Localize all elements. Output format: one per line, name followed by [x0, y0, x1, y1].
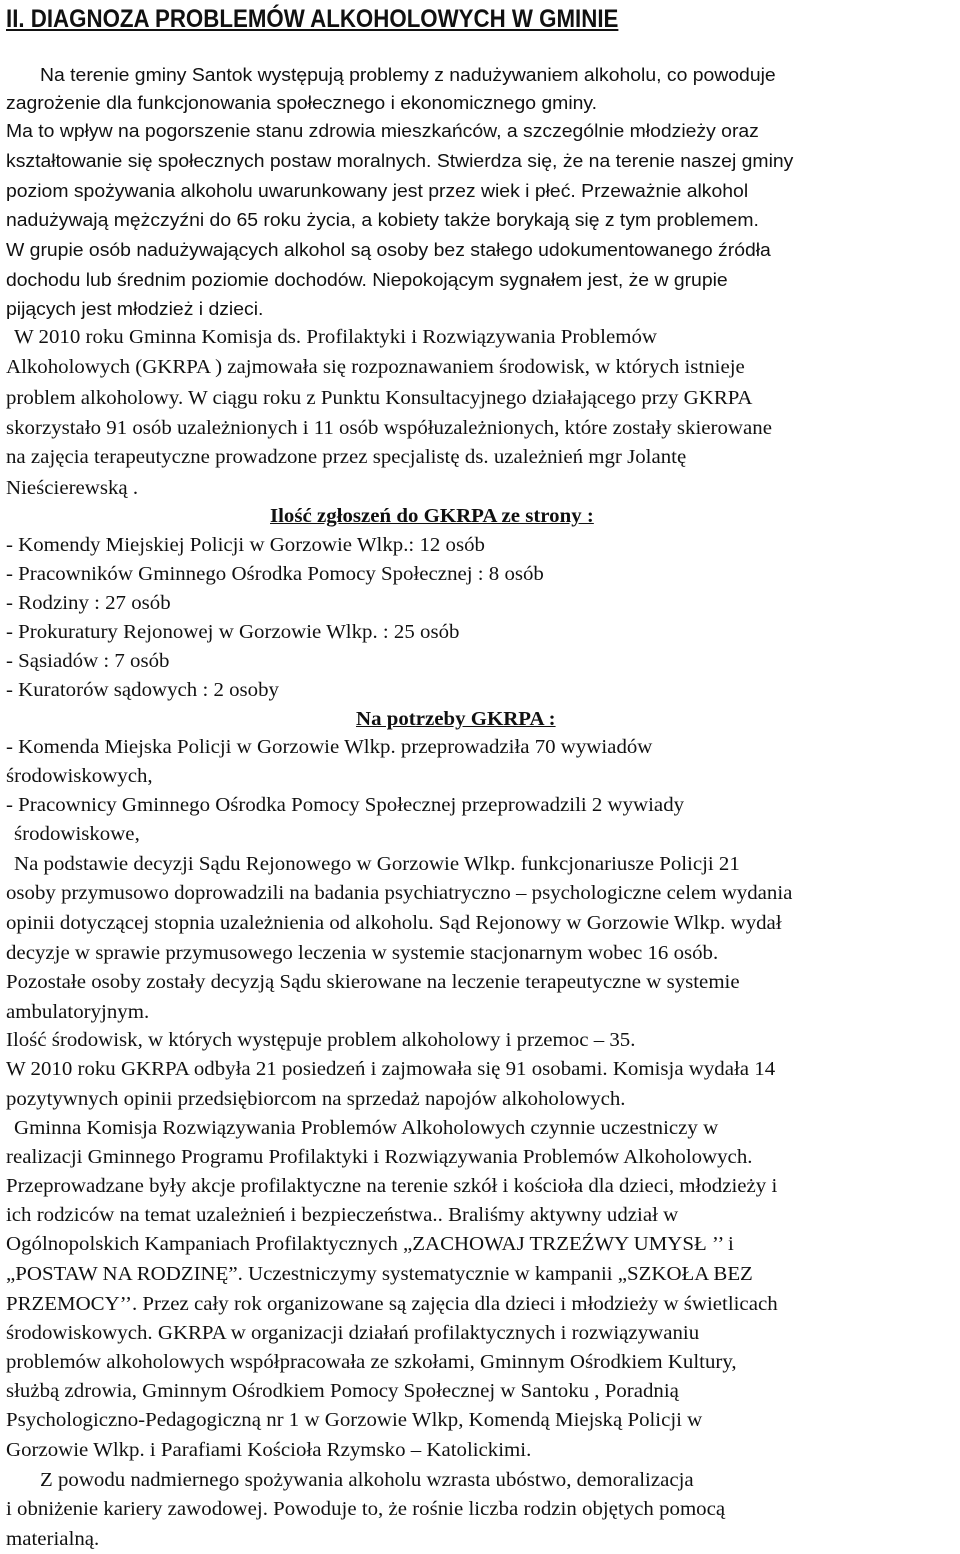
text-line: - Rodziny : 27 osób	[6, 592, 171, 614]
text-line: decyzje w sprawie przymusowego leczenia w systemie stacjonarnym wobec 16 osób.	[6, 942, 719, 964]
text-line: środowiskowych. GKRPA w organizacji działań profilaktycznych i rozwiązywaniu	[6, 1322, 700, 1344]
text-line: - Pracowników Gminnego Ośrodka Pomocy Społecznej : 8 osób	[6, 563, 544, 585]
text-line: - Pracownicy Gminnego Ośrodka Pomocy Społecznej przeprowadzili 2 wywiady	[6, 794, 685, 816]
text-line: W 2010 roku Gminna Komisja ds. Profilaktyki i Rozwiązywania Problemów	[14, 326, 657, 348]
text-line: - Komendy Miejskiej Policji w Gorzowie Wlkp.: 12 osób	[6, 534, 485, 556]
text-line: środowiskowe,	[14, 823, 140, 845]
text-line: - Komenda Miejska Policji w Gorzowie Wlkp. przeprowadziła 70 wywiadów	[6, 736, 653, 758]
text-line: - Sąsiadów : 7 osób	[6, 650, 170, 672]
text-line: - Kuratorów sądowych : 2 osoby	[6, 679, 279, 701]
text-line: Psychologiczno-Pedagogiczną nr 1 w Gorzowie Wlkp, Komendą Miejską Policji w	[6, 1409, 703, 1431]
text-line: Na podstawie decyzji Sądu Rejonowego w Gorzowie Wlkp. funkcjonariusze Policji 21	[14, 853, 740, 875]
text-line: PRZEMOCY’’. Przez cały rok organizowane są zajęcia dla dzieci i młodzieży w świetlicach	[6, 1293, 778, 1315]
text-line: problem alkoholowy. W ciągu roku z Punktu Konsultacyjnego działającego przy GKRPA	[6, 387, 753, 409]
text-line: Ma to wpływ na pogorszenie stanu zdrowia mieszkańców, a szczególnie młodzieży oraz	[6, 120, 759, 141]
text-line: Gminna Komisja Rozwiązywania Problemów Alkoholowych czynnie uczestniczy w	[14, 1117, 719, 1139]
text-line: i obniżenie kariery zawodowej. Powoduje to, że rośnie liczba rodzin objętych pomocą	[6, 1498, 726, 1520]
text-line: dochodu lub średnim poziomie dochodów. Niepokojącym sygnałem jest, że w grupie	[6, 269, 728, 290]
text-line: Pozostałe osoby zostały decyzją Sądu skierowane na leczenie terapeutyczne w systemie	[6, 971, 740, 993]
text-line: Przeprowadzane były akcje profilaktyczne na terenie szkół i kościoła dla dzieci, młodzieży i	[6, 1175, 778, 1197]
text-line: na zajęcia terapeutyczne prowadzone przez specjalistę ds. uzależnień mgr Jolantę	[6, 446, 687, 468]
text-line: służbą zdrowia, Gminnym Ośrodkiem Pomocy Społecznej w Santoku , Poradnią	[6, 1380, 679, 1402]
text-line: Na potrzeby GKRPA :	[356, 708, 556, 730]
text-line: opinii dotyczącej stopnia uzależnienia od alkoholu. Sąd Rejonowy w Gorzowie Wlkp. wydał	[6, 912, 782, 934]
text-line: pozytywnych opinii przedsiębiorcom na sprzedaż napojów alkoholowych.	[6, 1088, 626, 1110]
text-line: pijących jest młodzież i dzieci.	[6, 298, 264, 319]
text-line: „POSTAW NA RODZINĘ”. Uczestniczymy systematycznie w kampanii „SZKOŁA BEZ	[6, 1263, 753, 1285]
text-line: Alkoholowych (GKRPA ) zajmowała się rozpoznawaniem środowisk, w których istnieje	[6, 356, 745, 378]
text-line: kształtowanie się społecznych postaw moralnych. Stwierdza się, że na terenie naszej gminy	[6, 150, 794, 171]
text-line: Na terenie gminy Santok występują problemy z nadużywaniem alkoholu, co powoduje	[40, 64, 776, 85]
text-line: ambulatoryjnym.	[6, 1001, 150, 1023]
text-line: problemów alkoholowych współpracowała ze szkołami, Gminnym Ośrodkiem Kultury,	[6, 1351, 737, 1373]
text-line: materialną.	[6, 1528, 100, 1550]
text-line: Ogólnopolskich Kampaniach Profilaktycznych „ZACHOWAJ TRZEŹWY UMYSŁ ’’ i	[6, 1233, 734, 1255]
text-line: nadużywają mężczyźni do 65 roku życia, a kobiety także borykają się z tym problemem.	[6, 209, 759, 230]
text-line: Ilość środowisk, w których występuje problem alkoholowy i przemoc – 35.	[6, 1029, 636, 1051]
text-line: skorzystało 91 osób uzależnionych i 11 osób współuzależnionych, które zostały skierowane	[6, 417, 772, 439]
text-line: Gorzowie Wlkp. i Parafiami Kościoła Rzymsko – Katolickimi.	[6, 1439, 532, 1461]
text-line: poziom spożywania alkoholu uwarunkowany jest przez wiek i płeć. Przeważnie alkohol	[6, 180, 749, 201]
text-line: Ilość zgłoszeń do GKRPA ze strony :	[270, 505, 594, 527]
text-line: realizacji Gminnego Programu Profilaktyki i Rozwiązywania Problemów Alkoholowych.	[6, 1146, 753, 1168]
section-heading: II. DIAGNOZA PROBLEMÓW ALKOHOLOWYCH W GMINIE	[6, 5, 619, 33]
text-line: Nieścierewską .	[6, 477, 139, 499]
text-line: środowiskowych,	[6, 765, 153, 787]
text-line: osoby przymusowo doprowadzili na badania psychiatryczno – psychologiczne celem wydania	[6, 882, 793, 904]
text-line: zagrożenie dla funkcjonowania społecznego i ekonomicznego gminy.	[6, 92, 598, 113]
text-line: - Prokuratury Rejonowej w Gorzowie Wlkp. : 25 osób	[6, 621, 460, 643]
text-line: W 2010 roku GKRPA odbyła 21 posiedzeń i zajmowała się 91 osobami. Komisja wydała 14	[6, 1058, 776, 1080]
text-line: Z powodu nadmiernego spożywania alkoholu wzrasta ubóstwo, demoralizacja	[40, 1469, 694, 1491]
text-line: W grupie osób nadużywających alkohol są osoby bez stałego udokumentowanego źródła	[6, 239, 771, 260]
text-line: ich rodziców na temat uzależnień i bezpieczeństwa.. Braliśmy aktywny udział w	[6, 1204, 679, 1226]
